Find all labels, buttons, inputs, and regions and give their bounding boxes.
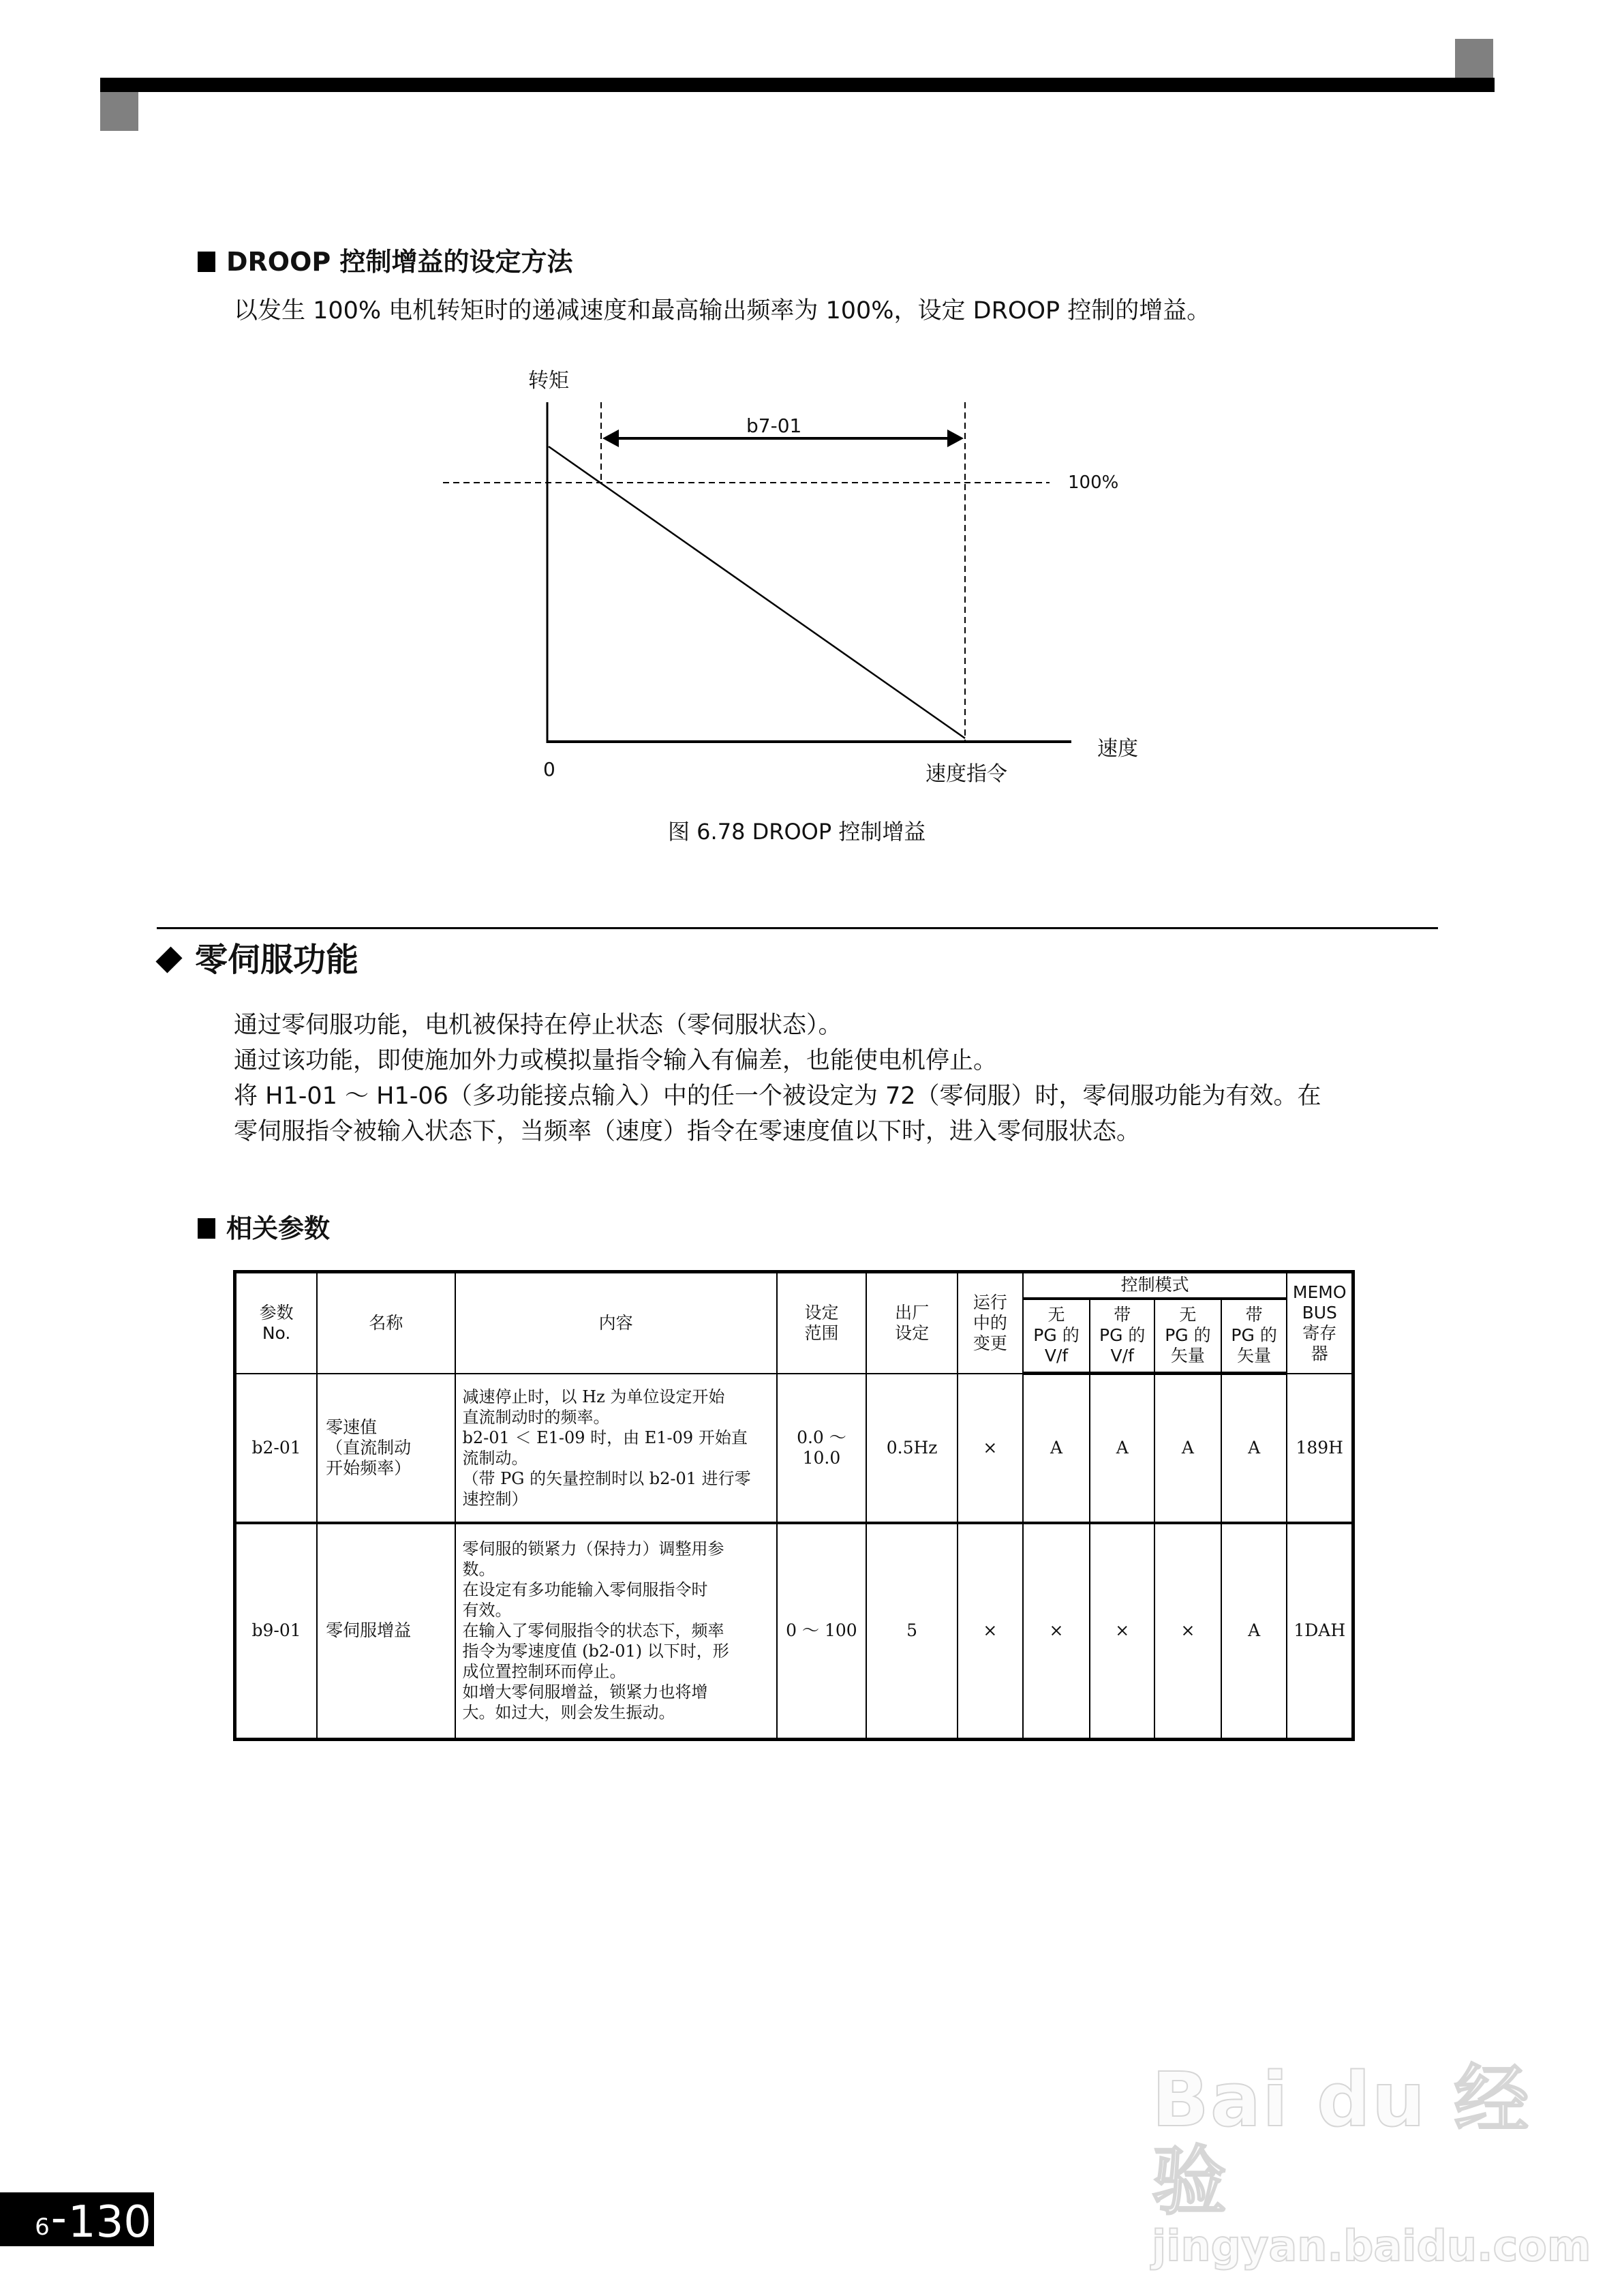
header-content: 内容 <box>455 1272 777 1374</box>
header-mode-vector-no-pg: 无 PG 的 矢量 <box>1154 1299 1221 1374</box>
param-range: 0 ～ 100 <box>777 1523 867 1740</box>
droop-heading-text: DROOP 控制增益的设定方法 <box>226 247 573 277</box>
param-range: 0.0 ～ 10.0 <box>777 1374 867 1523</box>
x-tick-zero: 0 <box>543 758 555 781</box>
param-memobus: 189H <box>1287 1374 1353 1523</box>
param-mode-vector-no-pg: A <box>1154 1374 1221 1523</box>
table-row <box>235 1374 1353 1523</box>
param-default: 0.5Hz <box>866 1374 958 1523</box>
x-axis-label: 速度 <box>1097 737 1138 761</box>
header-name: 名称 <box>317 1272 455 1374</box>
arrow-left-head-icon <box>602 429 619 447</box>
header-memobus: MEMO BUS 寄存 器 <box>1287 1272 1353 1374</box>
param-mode-vf-with-pg: × <box>1090 1523 1154 1740</box>
page-separator: - <box>50 2193 67 2244</box>
header-param-no: 参数 No. <box>235 1272 318 1374</box>
zero-servo-paragraph-4: 零伺服指令被输入状态下，当频率（速度）指令在零速度值以下时，进入零伺服状态。 <box>234 1118 1141 1145</box>
page-number-value: 130 <box>67 2197 151 2248</box>
x-tick-speed-command: 速度指令 <box>925 762 1007 786</box>
figure-caption: 图 6.78 DROOP 控制增益 <box>668 819 926 845</box>
header-mode-vf-no-pg: 无 PG 的 V/f <box>1023 1299 1090 1374</box>
param-memobus: 1DAH <box>1287 1523 1353 1740</box>
param-no: b9-01 <box>235 1523 318 1740</box>
param-mode-vf-no-pg: × <box>1023 1523 1090 1740</box>
params-table <box>233 1270 1355 1741</box>
baidu-watermark <box>1152 2056 1591 2271</box>
page-chapter: 6 <box>35 2214 50 2241</box>
page-number <box>0 2192 154 2246</box>
param-default: 5 <box>866 1523 958 1740</box>
reference-100-label: 100% <box>1068 472 1119 493</box>
param-mode-vector-with-pg: A <box>1221 1523 1287 1740</box>
params-heading <box>198 1213 330 1243</box>
zero-servo-heading-text: 零伺服功能 <box>195 941 359 979</box>
droop-chart-plot <box>0 0 1622 886</box>
y-axis-label: 转矩 <box>528 369 569 393</box>
params-heading-text: 相关参数 <box>226 1213 331 1243</box>
table-row <box>235 1523 1353 1740</box>
zero-servo-paragraph-2: 通过该功能，即使施加外力或模拟量指令输入有偏差，也能使电机停止。 <box>234 1047 998 1074</box>
zero-servo-paragraph-1: 通过零伺服功能，电机被保持在停止状态（零伺服状态）。 <box>234 1012 842 1039</box>
header-default: 出厂 设定 <box>866 1272 958 1374</box>
droop-description: 以发生 100% 电机转矩时的递减速度和最高输出频率为 100%，设定 DROOP 控制的增益。 <box>234 297 1211 324</box>
baidu-paw-logo-icon: Bai du 经验 <box>1152 2056 1531 2225</box>
header-mode-vf-with-pg: 带 PG 的 V/f <box>1090 1299 1154 1374</box>
header-range: 设定 范围 <box>777 1272 867 1374</box>
droop-chart <box>0 0 1622 886</box>
param-mode-vector-with-pg: A <box>1221 1374 1287 1523</box>
param-content: 减速停止时，以 Hz 为单位设定开始 直流制动时的频率。 b2-01 ＜ E1-09 时，由 E1-09 开始直 流制动。 （带 PG 的矢量控制时以 b2-01 进行零 速控制） <box>455 1374 777 1523</box>
param-no: b2-01 <box>235 1374 318 1523</box>
b7-01-annotation: b7-01 <box>746 414 802 437</box>
droop-line <box>549 447 965 738</box>
square-bullet-icon <box>198 1218 215 1239</box>
arrow-right-head-icon <box>947 429 964 447</box>
param-mode-vf-with-pg: A <box>1090 1374 1154 1523</box>
param-change-during-run: × <box>958 1374 1023 1523</box>
param-mode-vf-no-pg: A <box>1023 1374 1090 1523</box>
param-name: 零伺服增益 <box>317 1523 455 1740</box>
param-content: 零伺服的锁紧力（保持力）调整用参 数。 在设定有多功能输入零伺服指令时 有效。 在输入了零伺服指令的状态下，频率 指令为零速度值 (b2-01) 以下时，形 成位置控制环而停止。 如增大零伺服增益，锁紧力也将增 大。如过大，则会发生振动。 <box>455 1523 777 1740</box>
watermark-url: jingyan.baidu.com <box>1152 2221 1591 2271</box>
zero-servo-paragraph-3: 将 H1-01 ～ H1-06（多功能接点输入）中的任一个被设定为 72（零伺服）时，零伺服功能为有效。在 <box>234 1083 1321 1110</box>
header-control-mode: 控制模式 <box>1023 1272 1287 1299</box>
section-divider <box>157 927 1438 929</box>
header-mode-vector-with-pg: 带 PG 的 矢量 <box>1221 1299 1287 1374</box>
zero-servo-heading <box>155 941 358 979</box>
param-change-during-run: × <box>958 1523 1023 1740</box>
diamond-bullet-icon <box>155 946 182 973</box>
header-change-during-run: 运行 中的 变更 <box>958 1272 1023 1374</box>
param-name: 零速值 （直流制动 开始频率） <box>317 1374 455 1523</box>
param-mode-vector-no-pg: × <box>1154 1523 1221 1740</box>
